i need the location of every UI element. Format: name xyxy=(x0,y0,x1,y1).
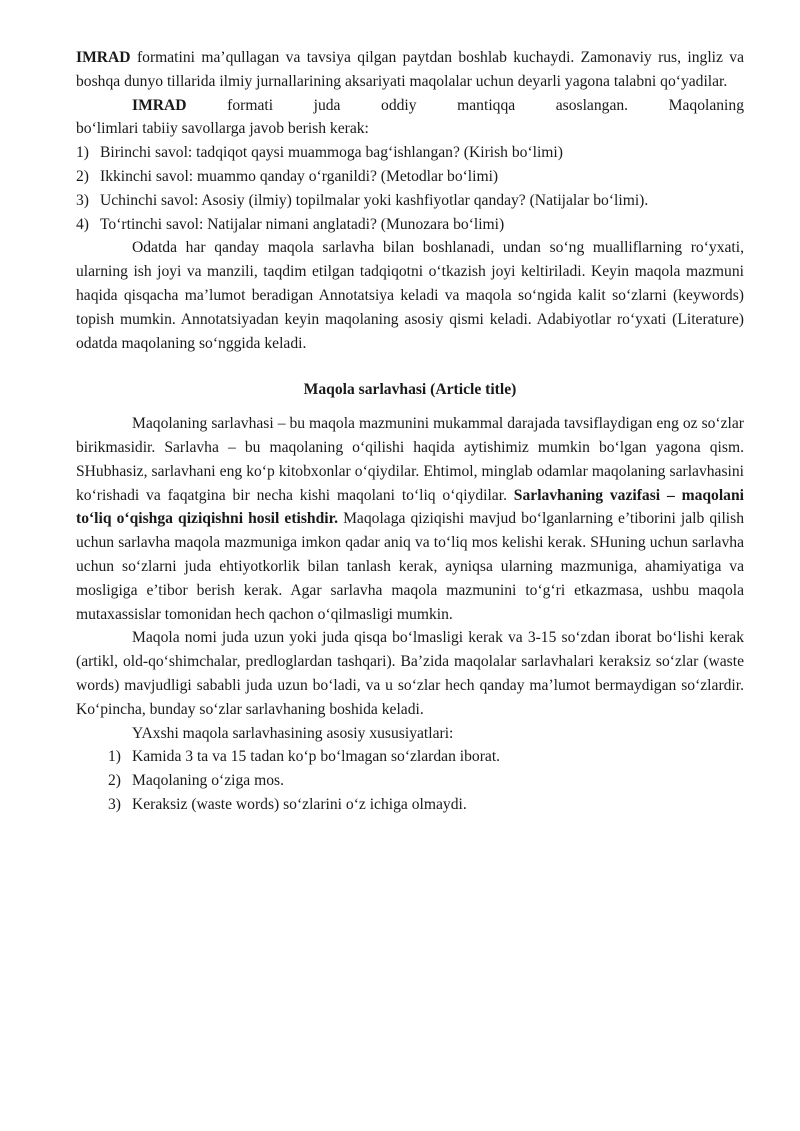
section-heading: Maqola sarlavhasi (Article title) xyxy=(303,381,517,399)
list-item xyxy=(108,793,744,817)
paragraph-title-length: Maqola nomi juda uzun yoki juda qisqa bo‘lmasligi kerak va 3-15 so‘zdan iborat bo‘lishi kerak (artikl, old-qo‘shimchalar, predloglardan tashqari). Ba’zida maqolalar sarlavhalari keraksiz so‘zlar (waste words) mavjudligi sababli juda uzun bo‘ladi, va u so‘zlar hech qanday ma’lumot bermaydigan so‘zlardir. Ko‘pincha, bunday so‘zlar sarlavhaning boshida keladi. xyxy=(76,629,744,718)
list-item-text: To‘rtinchi savol: Natijalar nimani anglatadi? (Munozara bo‘limi) xyxy=(100,215,505,233)
features-list xyxy=(76,745,744,816)
list-item xyxy=(108,769,744,793)
list-item xyxy=(76,141,744,165)
list-item xyxy=(108,745,744,769)
list-number: 1) xyxy=(108,748,121,766)
paragraph-article-structure: Odatda har qanday maqola sarlavha bilan boshlanadi, undan so‘ng mualliflarning ro‘yxati, ularning ish joyi va manzili, taqdim etilgan tadqiqotni o‘tkazish joyi keltiriladi. Keyin maqola mazmuni haqida qisqacha ma’lumot beradigan Annotatsiya keladi va maqola so‘ngida kalit so‘zlarni (keywords) topish mumkin. Annotatsiyadan keyin maqolaning asosiy qismi keladi. Adabiyotlar ro‘yxati (Literature) odatda maqolaning so‘nggida keladi. xyxy=(76,239,744,352)
list-item-text: Uchinchi savol: Asosiy (ilmiy) topilmalar yoki kashfiyotlar qanday? (Natijalar bo‘limi). xyxy=(100,191,649,209)
list-item-text: Keraksiz (waste words) so‘zlarini o‘z ichiga olmaydi. xyxy=(132,795,467,813)
list-item-text: Kamida 3 ta va 15 tadan ko‘p bo‘lmagan so‘zlardan iborat. xyxy=(132,748,501,766)
list-item-text: Ikkinchi savol: muammo qanday o‘rganildi? (Metodlar bo‘limi) xyxy=(100,167,499,185)
list-number: 2) xyxy=(108,772,121,790)
document-page xyxy=(76,46,744,817)
imrad-bold-term: IMRAD xyxy=(76,49,131,66)
list-number: 2) xyxy=(76,167,89,185)
list-item xyxy=(76,165,744,189)
list-number: 3) xyxy=(76,191,89,209)
list-number: 3) xyxy=(108,795,121,813)
paragraph-imrad-format-line1 xyxy=(76,94,744,118)
bold-statement: Sarlavhaning vazifasi – maqolani to‘liq o‘qishga qiziqishni hosil etishdir. xyxy=(76,486,744,528)
imrad-bold-term: IMRAD xyxy=(132,96,187,114)
list-number: 1) xyxy=(76,144,89,162)
paragraph-title-definition xyxy=(76,412,744,626)
list-item-text: Maqolaning o‘ziga mos. xyxy=(132,772,285,790)
list-item-text: Birinchi savol: tadqiqot qaysi muammoga bag‘ishlangan? (Kirish bo‘limi) xyxy=(100,144,563,162)
paragraph-imrad-format-line2: bo‘limlari tabiiy savollarga javob berish kerak: xyxy=(76,120,369,138)
paragraph-text: Maqolaning sarlavhasi – bu maqola mazmunini mukammal darajada tavsiflaydigan eng oz so‘zlar birikmasidir. Sarlavha – bu maqolaning o‘qilishi haqida aytishimiz mumkin bo‘lgan yagona qism. SHubhasiz, sarlavhani eng ko‘p kitobxonlar o‘qiydilar. Ehtimol, minglab odamlar maqolaning sarlavhasini ko‘rishadi va faqatgina bir necha kishi maqolani to‘liq o‘qiydilar. xyxy=(76,415,744,504)
questions-list xyxy=(76,141,744,236)
paragraph-imrad-intro xyxy=(76,46,744,94)
list-item xyxy=(76,189,744,213)
paragraph-text: formatini ma’qullagan va tavsiya qilgan paytdan boshlab kuchaydi. Zamonaviy rus, ingliz va boshqa dunyo tillarida ilmiy jurnallarining aksariyati maqolalar uchun deyarli yagona talabni qo‘yadilar. xyxy=(76,49,744,90)
list-number: 4) xyxy=(76,215,89,233)
list-item xyxy=(76,213,744,237)
paragraph-text: formati juda oddiy mantiqqa asoslangan. Maqolaning xyxy=(186,96,744,114)
paragraph-text: Maqolaga qiziqishi mavjud bo‘lganlarning e’tiborini jalb qilish uchun sarlavha maqola mazmuniga imkon qadar aniq va to‘liq mos kelishi kerak. SHuning uchun sarlavha uchun so‘zlarni juda ehtiyotkorlik bilan tanlash kerak, ayniqsa ularning mazmuniga, ahamiyatiga va mosligiga e’tibor berish kerak. Agar sarlavha maqola mazmunini to‘g‘ri etkazmasa, ushbu maqola mutaxassislar tomonidan hech qachon o‘qilmasligi mumkin. xyxy=(76,510,744,623)
paragraph-features-intro: YAxshi maqola sarlavhasining asosiy xususiyatlari: xyxy=(132,724,454,742)
